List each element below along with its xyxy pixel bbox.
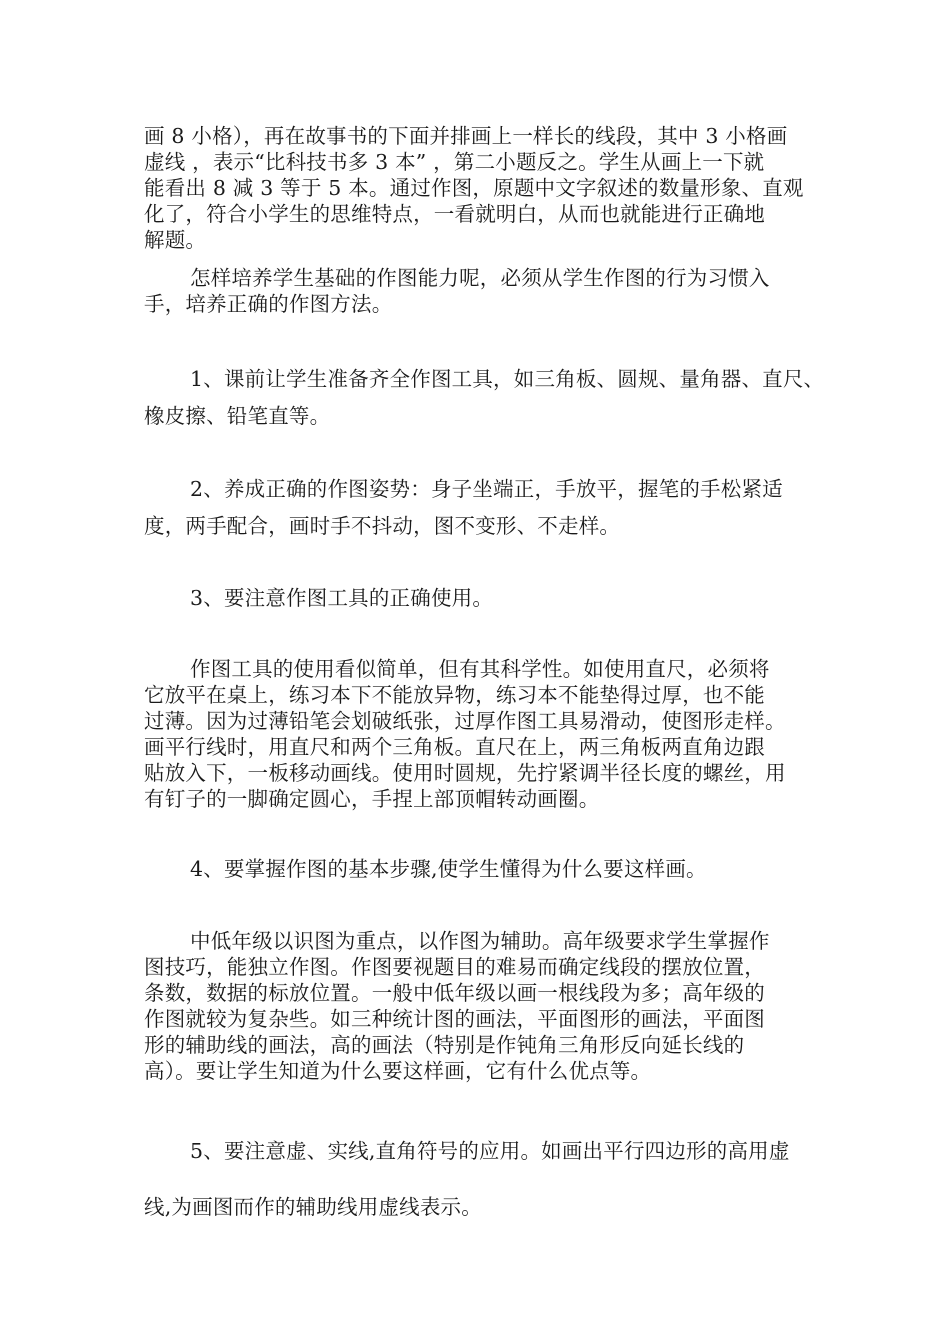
paragraph-tools-usage	[144, 656, 810, 812]
text-line: 能看出 8 减 3 等于 5 本。通过作图，原题中文字叙述的数量形象、直观	[144, 176, 804, 200]
text-line: 虚线 ，表示“比科技书多 3 本” ，第二小题反之。学生从画上一下就	[144, 150, 765, 174]
text-line: 手，培养正确的作图方法。	[144, 292, 393, 316]
text-line: 5、要注意虚、实线,直角符号的应用。如画出平行四边形的高用虚	[190, 1139, 790, 1163]
text-line: 线,为画图而作的辅助线用虚线表示。	[144, 1195, 482, 1219]
paragraph-item-5	[144, 1123, 810, 1235]
text-line: 画平行线时，用直尺和两个三角板。直尺在上，两三角板两直角边跟	[144, 735, 765, 759]
text-line: 形的辅助线的画法，高的画法（特别是作钝角三角形反向延长线的	[144, 1033, 745, 1057]
text-line: 解题。	[144, 228, 207, 252]
text-line: 作图就较为复杂些。如三种统计图的画法，平面图形的画法，平面图	[144, 1007, 765, 1031]
paragraph-item-2	[144, 471, 810, 545]
text-line: 图技巧，能独立作图。作图要视题目的难易而确定线段的摆放位置，	[144, 955, 765, 979]
text-line: 度，两手配合，画时手不抖动，图不变形、不走样。	[144, 514, 621, 538]
text-line: 画 8 小格），再在故事书的下面并排画上一样长的线段，其中 3 小格画	[144, 124, 788, 148]
paragraph-item-4	[144, 851, 810, 888]
text-line: 2、养成正确的作图姿势：身子坐端正，手放平，握笔的手松紧适	[190, 477, 783, 501]
paragraph-item-1	[144, 361, 825, 435]
text-line: 有钉子的一脚确定圆心，手捏上部顶帽转动画圈。	[144, 787, 600, 811]
text-line: 过薄。因为过薄铅笔会划破纸张，过厚作图工具易滑动，使图形走样。	[144, 709, 786, 733]
paragraph-grade-levels	[144, 928, 810, 1084]
text-line: 它放平在桌上，练习本下不能放异物，练习本不能垫得过厚，也不能	[144, 683, 765, 707]
text-line: 高）。要让学生知道为什么要这样画，它有什么优点等。	[144, 1059, 652, 1083]
text-line: 橡皮擦、铅笔直等。	[144, 404, 331, 428]
text-line: 中低年级以识图为重点，以作图为辅助。高年级要求学生掌握作	[190, 929, 770, 953]
text-line: 贴放入下，一板移动画线。使用时圆规，先拧紧调半径长度的螺丝，用	[144, 761, 786, 785]
text-line: 条数，数据的标放位置。一般中低年级以画一根线段为多；高年级的	[144, 981, 765, 1005]
text-line: 怎样培养学生基础的作图能力呢，必须从学生作图的行为习惯入	[190, 266, 770, 290]
text-line: 化了，符合小学生的思维特点，一看就明白，从而也就能进行正确地	[144, 202, 765, 226]
paragraph-intro-continuation	[144, 123, 810, 253]
text-line: 1、课前让学生准备齐全作图工具，如三角板、圆规、量角器、直尺、	[190, 367, 825, 391]
text-line: 3、要注意作图工具的正确使用。	[190, 586, 494, 610]
text-line: 4、要掌握作图的基本步骤,使学生懂得为什么要这样画。	[190, 857, 707, 881]
paragraph-item-3	[144, 580, 810, 617]
paragraph-question	[144, 265, 810, 317]
text-line: 作图工具的使用看似简单，但有其科学性。如使用直尺，必须将	[190, 657, 770, 681]
